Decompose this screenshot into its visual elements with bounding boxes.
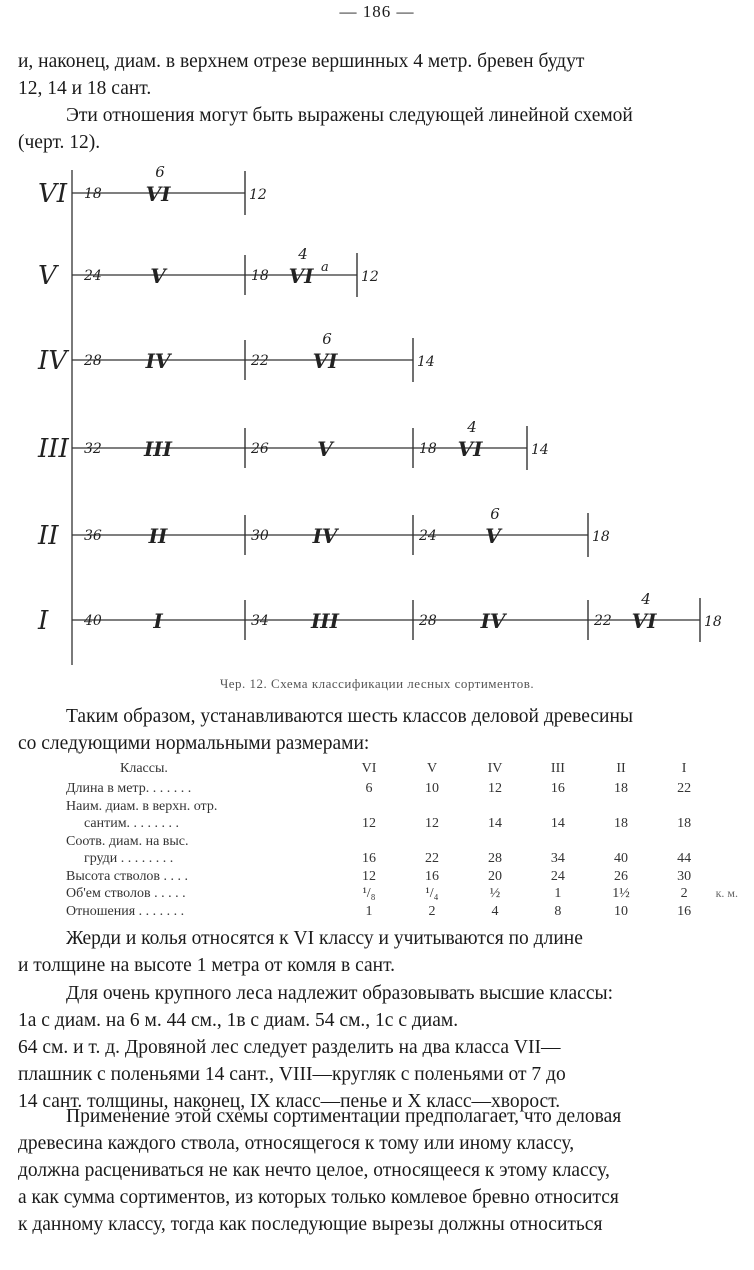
table-cell: 14 bbox=[550, 816, 565, 831]
poles-paragraph bbox=[18, 925, 736, 979]
table-cell: 18 bbox=[614, 781, 629, 796]
text-line: Эти отношения могут быть выражены следующей линейной схемой bbox=[66, 105, 633, 126]
class-row-label: VI bbox=[38, 179, 68, 209]
segment-diameter: 22 bbox=[594, 613, 612, 629]
table-row bbox=[66, 815, 754, 833]
table-row bbox=[66, 885, 754, 903]
top-diameter: 12 bbox=[361, 269, 379, 285]
unit-label bbox=[716, 868, 754, 886]
segment-class-mark: VI bbox=[457, 437, 483, 461]
table-cell: ¹/₈ bbox=[362, 886, 376, 901]
row-label: Отношения . . . . . . . bbox=[66, 903, 185, 919]
intro-paragraph bbox=[18, 48, 736, 102]
class-row-label: III bbox=[38, 434, 69, 464]
class-row-label: II bbox=[38, 521, 59, 551]
table-cell: ¹/₄ bbox=[425, 886, 439, 901]
table-cell: 10 bbox=[425, 781, 439, 796]
top-diameter: 12 bbox=[249, 187, 267, 203]
figure-caption: Чер. 12. Схема классификации лесных сортиментов. bbox=[219, 676, 535, 691]
text-line: Применение этой схемы сортиментации предполагает, что деловая bbox=[66, 1106, 622, 1127]
row-label: Наим. диам. в верхн. отр. bbox=[66, 798, 218, 814]
text-line: 1а с диам. на 6 м. 44 см., 1в с диам. 54 см., 1с с диам. bbox=[18, 1010, 459, 1031]
class-row-label: IV bbox=[38, 346, 68, 376]
segment-class-mark: I bbox=[153, 609, 163, 633]
unit-label bbox=[716, 780, 754, 798]
table-cell: 2 bbox=[428, 903, 436, 919]
table-row bbox=[66, 850, 754, 868]
segment-length-mark: 6 bbox=[322, 330, 332, 348]
segment-length-mark: 4 bbox=[298, 245, 308, 263]
text-line: 64 см. и т. д. Дровяной лес следует разделить на два класса VII— bbox=[18, 1037, 561, 1058]
table-cell: 12 bbox=[487, 781, 502, 796]
segment-diameter: 40 bbox=[84, 613, 102, 629]
segment-class-mark: III bbox=[310, 609, 340, 633]
segment-length-mark: 6 bbox=[490, 505, 500, 523]
segment-class-mark: VI bbox=[312, 349, 338, 373]
top-diameter: 18 bbox=[704, 614, 722, 630]
segment-class-mark: VI bbox=[145, 182, 171, 206]
table-row bbox=[66, 903, 754, 921]
text-line: к данному классу, тогда как последующие вырезы должны относиться bbox=[18, 1214, 603, 1235]
text-line: и, наконец, диам. в верхнем отрезе вершинных 4 метр. бревен будут bbox=[18, 51, 585, 72]
segment-diameter: 18 bbox=[84, 186, 102, 202]
text-line: Для очень крупного леса надлежит образовывать высшие классы: bbox=[66, 983, 614, 1004]
class-sizes-table bbox=[66, 758, 754, 920]
top-diameter: 14 bbox=[417, 354, 435, 370]
table-cell: 34 bbox=[550, 851, 565, 866]
text-line: со следующими нормальными размерами: bbox=[18, 733, 370, 754]
table-cell: 1 bbox=[554, 886, 562, 901]
text-line: 12, 14 и 18 сант. bbox=[18, 78, 152, 99]
unit-label bbox=[716, 903, 754, 921]
segment-diameter: 18 bbox=[251, 268, 269, 284]
scheme-lead-paragraph bbox=[18, 102, 736, 156]
table-cell: 26 bbox=[614, 868, 629, 884]
table-row bbox=[66, 833, 754, 851]
table-cell: 28 bbox=[487, 851, 502, 866]
table-cell: 6 bbox=[365, 781, 373, 796]
table-cell: 40 bbox=[614, 851, 629, 866]
segment-class-mark: V bbox=[317, 437, 333, 461]
segment-diameter: 18 bbox=[419, 441, 437, 457]
segment-class-mark: IV bbox=[145, 349, 171, 373]
segment-diameter: 22 bbox=[251, 353, 269, 369]
row-label: груди . . . . . . . . bbox=[84, 851, 174, 866]
text-line: древесина каждого ствола, относящегося к тому или иному классу, bbox=[18, 1133, 575, 1154]
class-row-label: V bbox=[38, 261, 57, 291]
table-cell: 22 bbox=[425, 851, 439, 866]
top-diameter: 14 bbox=[531, 442, 549, 458]
segment-diameter: 34 bbox=[251, 613, 269, 629]
segment-diameter: 32 bbox=[84, 441, 102, 457]
table-cell: 1½ bbox=[612, 886, 630, 901]
table-cell: 30 bbox=[677, 868, 692, 884]
row-label: Соотв. диам. на выс. bbox=[66, 833, 189, 849]
table-cell: 18 bbox=[677, 816, 692, 831]
table-cell: 2 bbox=[680, 886, 688, 901]
segment-class-mark: VI bbox=[288, 264, 314, 288]
segment-diameter: 28 bbox=[419, 613, 437, 629]
table-cell: 20 bbox=[487, 868, 502, 884]
text-line: плашник с поленьями 14 сант., VIII—кругляк с поленьями от 7 до bbox=[18, 1064, 566, 1085]
table-row bbox=[66, 798, 754, 816]
class-header: III bbox=[550, 761, 565, 777]
table-cell: 12 bbox=[362, 816, 377, 831]
segment-diameter: 36 bbox=[84, 528, 102, 544]
text-line: должна расцениваться не как нечто целое, относящееся к этому классу, bbox=[18, 1160, 610, 1181]
table-cell: 18 bbox=[614, 816, 629, 831]
row-label: Высота стволов . . . . bbox=[66, 868, 189, 884]
class-header: II bbox=[616, 761, 626, 777]
table-cell: 4 bbox=[491, 903, 499, 919]
unit-label: к. м. bbox=[715, 886, 738, 900]
table-row bbox=[66, 868, 754, 886]
text-line: (черт. 12). bbox=[18, 132, 101, 153]
table-cell: 12 bbox=[362, 868, 377, 884]
table-cell: 22 bbox=[677, 781, 692, 796]
table-cell: 16 bbox=[677, 903, 692, 919]
table-cell: 10 bbox=[614, 903, 629, 919]
unit-label bbox=[716, 815, 754, 833]
class-header: IV bbox=[487, 761, 503, 777]
top-diameter: 18 bbox=[592, 529, 610, 545]
row-label: Об'ем стволов . . . . . bbox=[66, 886, 186, 901]
segment-diameter: 30 bbox=[251, 528, 269, 544]
segment-class-mark: II bbox=[148, 524, 168, 548]
classes-lead-paragraph bbox=[18, 703, 736, 757]
segment-length-mark: 6 bbox=[155, 163, 165, 181]
table-cell: 16 bbox=[550, 781, 565, 796]
page-number: — 186 — bbox=[339, 2, 415, 21]
table-cell: 24 bbox=[550, 868, 565, 884]
table-header-row bbox=[66, 758, 754, 780]
classification-scheme-diagram bbox=[0, 160, 754, 670]
table-cell: 14 bbox=[487, 816, 502, 831]
segment-class-mark: III bbox=[143, 437, 173, 461]
segment-class-mark: IV bbox=[312, 524, 338, 548]
row-label: сантим. . . . . . . . bbox=[84, 816, 180, 831]
segment-length-mark: 4 bbox=[467, 418, 477, 436]
class-header: V bbox=[426, 761, 438, 777]
row-label: Длина в метр. . . . . . . bbox=[66, 781, 192, 796]
table-row bbox=[66, 780, 754, 798]
text-line: Жерди и колья относятся к VI классу и учитываются по длине bbox=[66, 928, 583, 949]
table-cell: 12 bbox=[425, 816, 439, 831]
text-line: а как сумма сортиментов, из которых только комлевое бревно относится bbox=[18, 1187, 619, 1208]
table-header-label: Классы. bbox=[120, 761, 168, 777]
segment-class-mark: VI bbox=[631, 609, 657, 633]
class-row-label: I bbox=[38, 606, 49, 636]
table-cell: 16 bbox=[362, 851, 377, 866]
text-line: Таким образом, устанавливаются шесть классов деловой древесины bbox=[66, 706, 634, 727]
segment-class-mark: IV bbox=[480, 609, 506, 633]
text-line: 14 сант. толщины, наконец, IX класс—пенье и X класс—хворост. bbox=[18, 1091, 561, 1112]
segment-suffix: a bbox=[321, 260, 329, 275]
application-paragraph bbox=[18, 1103, 736, 1238]
large-timber-paragraph bbox=[18, 980, 736, 1115]
text-line: и толщине на высоте 1 метра от комля в сант. bbox=[18, 955, 396, 976]
class-header: VI bbox=[361, 761, 377, 777]
table-cell: ½ bbox=[489, 886, 501, 901]
segment-class-mark: V bbox=[150, 264, 166, 288]
segment-diameter: 24 bbox=[84, 268, 102, 284]
table-cell: 1 bbox=[365, 903, 373, 919]
unit-label bbox=[716, 850, 754, 868]
segment-diameter: 28 bbox=[84, 353, 102, 369]
class-header: I bbox=[681, 761, 687, 777]
segment-length-mark: 4 bbox=[641, 590, 651, 608]
segment-class-mark: V bbox=[485, 524, 501, 548]
segment-diameter: 26 bbox=[251, 441, 269, 457]
table-cell: 44 bbox=[677, 851, 692, 866]
segment-diameter: 24 bbox=[419, 528, 437, 544]
table-cell: 16 bbox=[425, 868, 439, 884]
table-cell: 8 bbox=[554, 903, 562, 919]
